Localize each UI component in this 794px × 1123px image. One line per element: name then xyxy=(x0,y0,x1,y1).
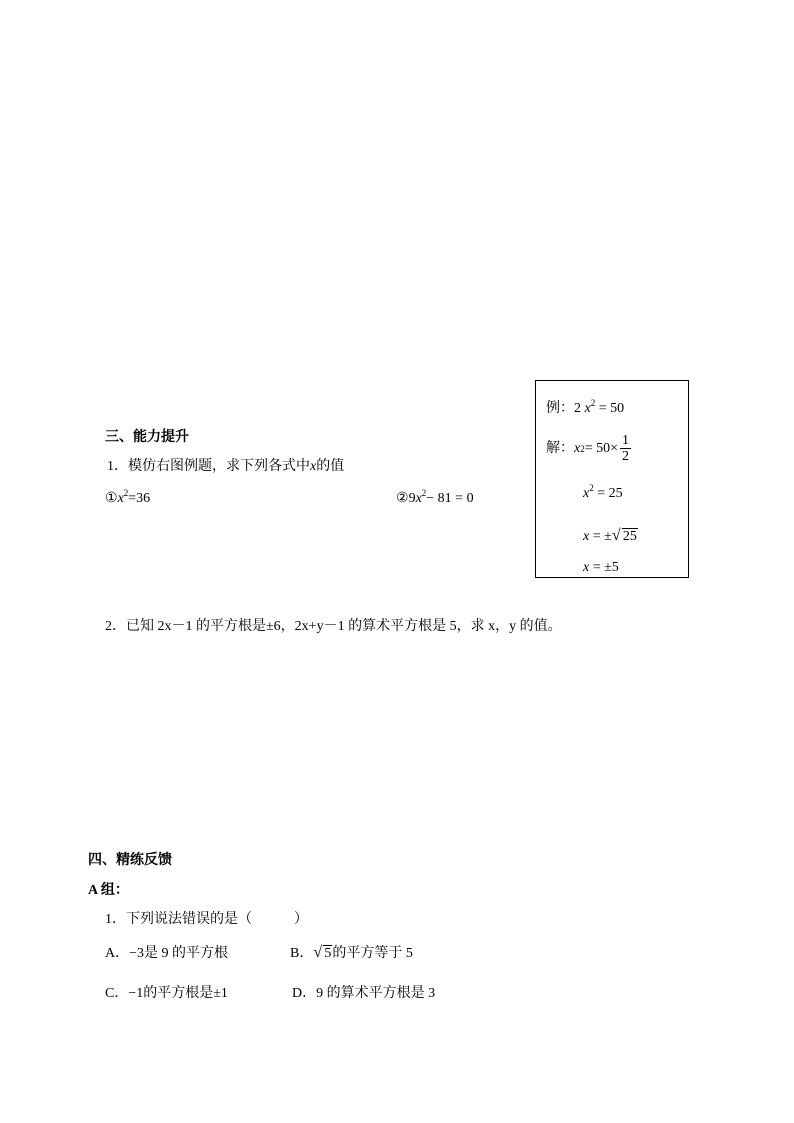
question-2: 2．已知 2x－1 的平方根是±6，2x+y－1 的算术平方根是 5，求 x，y 的值。 xyxy=(105,619,562,634)
radical-sign-icon: √ xyxy=(611,527,621,544)
example-line-1: 例：2 $x^2 = 50$ xyxy=(546,398,625,416)
example-line-3: $x^2 = 25$ xyxy=(583,483,623,501)
question-1-stem: 1．模仿右图例题，求下列各式中x的值 xyxy=(107,459,345,474)
section-title-ability: 三、能力提升 xyxy=(105,430,189,445)
option-b: B． √ 5的平方等于 5 xyxy=(290,944,413,961)
option-d: D．9 的算术平方根是 3 xyxy=(292,986,436,1001)
radical-sign-icon: √ xyxy=(313,944,323,961)
option-c: C．−1的平方根是±1 xyxy=(105,986,228,1001)
question-1-part-2: $②9x^2- 81 = 0$ xyxy=(396,488,474,506)
example-box xyxy=(535,380,689,578)
section-title-practice: 四、精练反馈 xyxy=(88,853,172,868)
practice-question-1-stem: 1．下列说法错误的是（ ） xyxy=(105,912,308,927)
question-1-part-1: $①x^2=36$ xyxy=(105,488,151,506)
option-a: A．−3是 9 的平方根 xyxy=(105,946,229,961)
group-a-label: A 组： xyxy=(88,883,129,898)
example-line-5: x = ±5 xyxy=(583,560,619,575)
example-line-2: 解： x 2 = 50× $\frac{1}{2}$ xyxy=(546,433,630,464)
square-root-5: √ 5 xyxy=(313,944,332,961)
square-root-25: √ 25 xyxy=(611,527,637,544)
example-line-4: x = ± √ 25 xyxy=(583,527,637,544)
fraction-one-half: $\frac{1}{2}$ xyxy=(622,433,630,464)
